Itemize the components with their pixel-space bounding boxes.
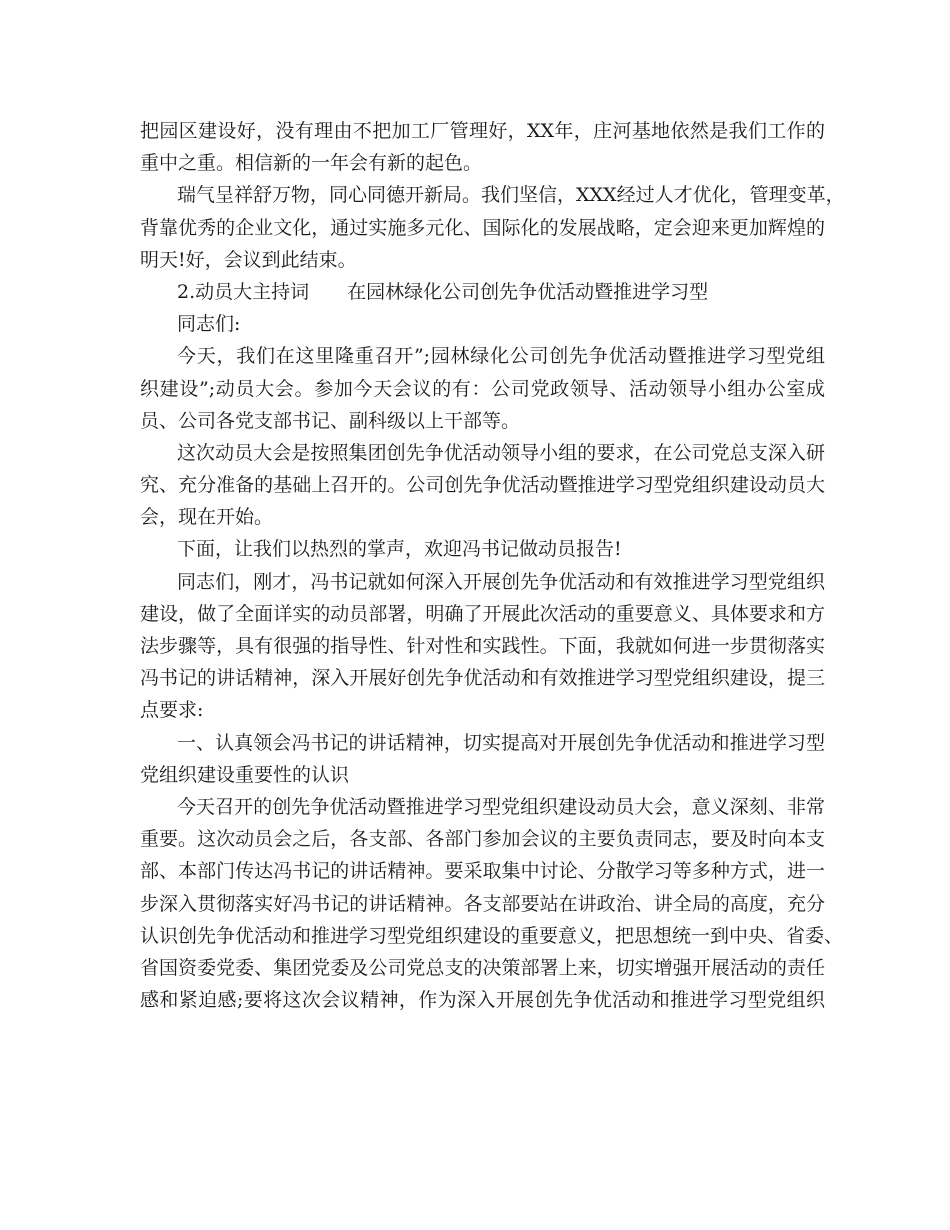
text-line: 重要。这次动员会之后，各支部、各部门参加会议的主要负责同志，要及时向本支	[140, 828, 825, 851]
text-line: 今天召开的创先争优活动暨推进学习型党组织建设动员大会，意义深刻、非常	[177, 795, 825, 818]
text-line: 这次动员大会是按照集团创先争优活动领导小组的要求，在公司党总支深入研	[177, 441, 825, 464]
text-line: 员、公司各党支部书记、副科级以上干部等。	[140, 409, 521, 432]
text-line: 瑞气呈祥舒万物，同心同德开新局。我们坚信，XXX经过人才优化，管理变革，	[177, 184, 845, 207]
text-line: 织建设”;动员大会。参加今天会议的有：公司党政领导、活动领导小组办公室成	[140, 377, 825, 400]
text-line: 点要求:	[140, 699, 204, 722]
text-line: 建设，做了全面详实的动员部署，明确了开展此次活动的重要意义、具体要求和方	[140, 602, 825, 625]
text-line: 同志们:	[177, 313, 241, 336]
text-line: 重中之重。相信新的一年会有新的起色。	[140, 152, 483, 175]
text-line: 同志们，刚才，冯书记就如何深入开展创先争优活动和有效推进学习型党组织	[177, 570, 825, 593]
text-line: 一、认真领会冯书记的讲话精神，切实提高对开展创先争优活动和推进学习型	[177, 731, 825, 754]
text-line: 步深入贯彻落实好冯书记的讲话精神。各支部要站在讲政治、讲全局的高度，充分	[140, 892, 825, 915]
text-line: 党组织建设重要性的认识	[140, 763, 350, 786]
text-line: 究、充分准备的基础上召开的。公司创先争优活动暨推进学习型党组织建设动员大	[140, 474, 825, 497]
text-line: 法步骤等，具有很强的指导性、针对性和实践性。下面，我就如何进一步贯彻落实	[140, 635, 825, 657]
text-line: 认识创先争优活动和推进学习型党组织建设的重要意义，把思想统一到中央、省委、	[140, 924, 844, 947]
text-line: 2.动员大主持词 在园林绿化公司创先争优活动暨推进学习型	[177, 280, 709, 303]
text-line: 下面，让我们以热烈的掌声，欢迎冯书记做动员报告!	[177, 538, 622, 561]
text-line: 部、本部门传达冯书记的讲话精神。要采取集中讨论、分散学习等多种方式，进一	[140, 860, 825, 883]
text-line: 冯书记的讲话精神，深入开展好创先争优活动和有效推进学习型党组织建设，提三	[140, 667, 825, 690]
text-line: 把园区建设好，没有理由不把加工厂管理好，XX年，庄河基地依然是我们工作的	[140, 120, 825, 142]
text-line: 明天!好，会议到此结束。	[140, 248, 357, 271]
document-body	[140, 115, 845, 1016]
text-line: 省国资委党委、集团党委及公司党总支的决策部署上来，切实增强开展活动的责任	[140, 956, 825, 979]
text-line: 今天，我们在这里隆重召开”;园林绿化公司创先争优活动暨推进学习型党组	[177, 345, 825, 368]
text-line: 背靠优秀的企业文化，通过实施多元化、国际化的发展战略，定会迎来更加辉煌的	[140, 216, 825, 239]
text-line: 感和紧迫感;要将这次会议精神，作为深入开展创先争优活动和推进学习型党组织	[140, 989, 825, 1012]
text-line: 会，现在开始。	[140, 506, 274, 529]
